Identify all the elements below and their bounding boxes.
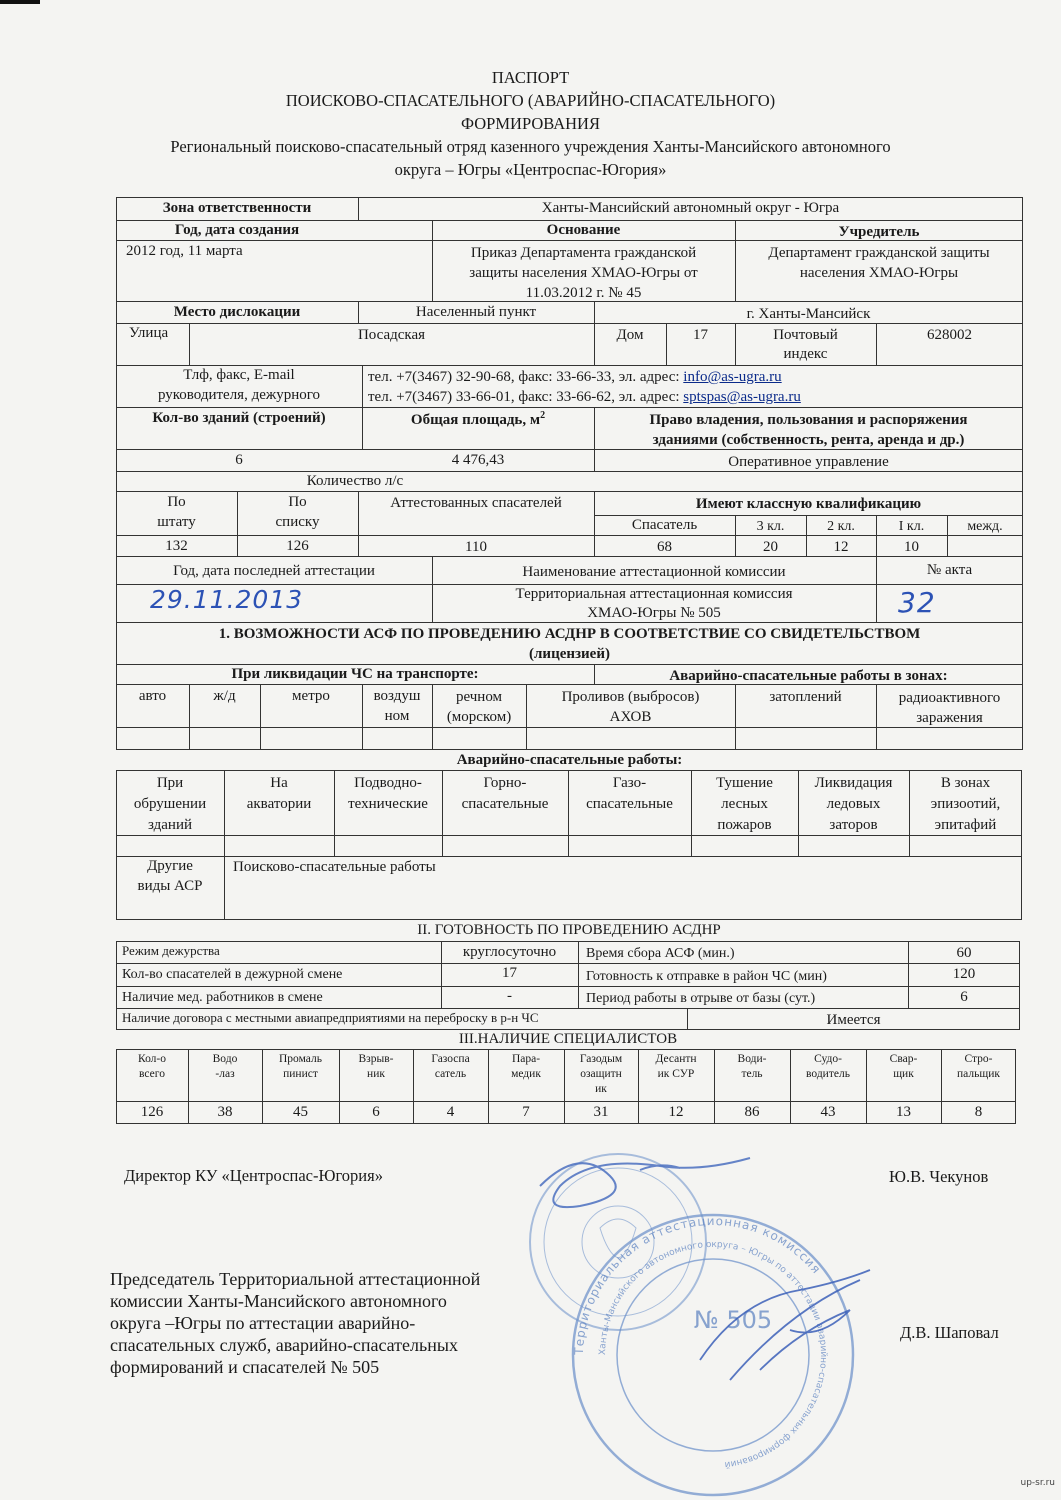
specialist-header-line: Промаль	[279, 1053, 322, 1065]
gather-label: Время сбора АСФ (мин.)	[586, 946, 735, 961]
basis-line2: защиты населения ХМАО-Югры от	[469, 265, 698, 281]
specialist-header-line: Взрыв-	[358, 1053, 394, 1065]
settlement-value: г. Ханты-Мансийск	[746, 306, 871, 322]
specialist-header-line: пинист	[283, 1068, 318, 1080]
section3-title: III.НАЛИЧИЕ СПЕЦИАЛИСТОВ	[458, 1031, 678, 1047]
zone-radio-l2: заражения	[916, 710, 983, 726]
period-label: Период работы в отрыве от базы (сут.)	[586, 991, 816, 1006]
specialist-header-line: Десантн	[655, 1053, 697, 1065]
specialist-header-line: Газоспа	[431, 1053, 470, 1065]
specialist-header-line: ник	[367, 1068, 385, 1080]
commission-round-stamp	[572, 1214, 853, 1495]
works-gas: Газо- спасательные	[586, 775, 673, 812]
specialist-count: 6	[372, 1104, 380, 1120]
zone-value: Ханты-Мансийский автономный округ - Югра	[541, 200, 840, 216]
section2-title: II. ГОТОВНОСТЬ ПО ПРОВЕДЕНИЮ АСДНР	[417, 922, 721, 938]
certified-value: 110	[465, 539, 487, 555]
founder-line2: населения ХМАО-Югры	[799, 265, 959, 281]
class2-value: 12	[833, 539, 849, 555]
works-collapse: При обрушении зданий	[133, 775, 207, 833]
specialist-header-line: Свар-	[889, 1053, 918, 1065]
intl-label: межд.	[967, 519, 1003, 534]
by-list-l2: списку	[275, 514, 320, 530]
specialist-header-line: сатель	[434, 1068, 467, 1080]
location-label: Место дислокации	[173, 304, 301, 320]
chair-name: Д.В. Шаповал	[900, 1323, 999, 1342]
transport-metro: метро	[292, 688, 330, 704]
founder-line1: Департамент гражданской защиты	[768, 245, 990, 261]
specialist-count: 8	[974, 1104, 983, 1120]
section1-title-l1: 1. ВОЗМОЖНОСТИ АСФ ПО ПРОВЕДЕНИЮ АСДНР В СООТВЕТСТВИЕ СО СВИДЕТЕЛЬСТВОМ	[218, 626, 921, 642]
attestation-date-handwritten: 29.11.2013	[150, 585, 304, 614]
stamp-number: № 505	[693, 1306, 773, 1334]
by-list-l1: По	[288, 494, 307, 510]
contacts-phone-1: тел. +7(3467) 32-90-68, факс: 33-66-33, эл. адрес:	[368, 369, 684, 385]
stamp-ring-text-outer: Территориальная аттестационная комиссия	[571, 1213, 824, 1356]
street-value: Посадская	[357, 327, 426, 343]
specialist-header-line: Пара-	[511, 1053, 541, 1065]
specialist-count: 43	[820, 1104, 836, 1120]
rights-label-l2: зданиями (собственность, рента, аренда и др.)	[652, 432, 965, 448]
works-underwater: Подводно- технические	[348, 775, 428, 812]
staff-title: Количество л/с	[306, 473, 404, 489]
act-label: № акта	[926, 562, 973, 578]
transport-air-l1: воздуш	[373, 688, 421, 704]
specialist-header-line: Газодым	[579, 1053, 623, 1065]
basis-line1: Приказ Департамента гражданской	[470, 245, 697, 261]
specialist-count: 4	[446, 1104, 455, 1120]
specialist-header-line: медик	[511, 1068, 541, 1080]
specialist-header-line: озащитн	[580, 1068, 622, 1080]
org-name-line1: Региональный поисково-спасательный отряд казенного учреждения Ханты-Мансийского автономного	[170, 137, 891, 156]
commission-l1: Территориальная аттестационная комиссия	[515, 586, 793, 602]
works-epizootic: В зонах эпизоотий, эпитафий	[930, 775, 1001, 833]
section1-title-l2: (лицензией)	[529, 646, 610, 662]
specialist-count: 38	[217, 1104, 233, 1120]
founder-label: Учредитель	[838, 224, 920, 240]
stamp-ring-text-inner: Ханты-Мансийского автономного округа – Югры по аттестации аварийно-спасательных формирований	[597, 1239, 829, 1470]
watermark: up-sr.ru	[1020, 1478, 1055, 1488]
director-name: Ю.В. Чекунов	[889, 1167, 989, 1186]
specialist-header-line: Кол-о	[137, 1053, 166, 1065]
commission-l2: ХМАО-Югры № 505	[587, 605, 721, 621]
class1-label: I кл.	[898, 519, 925, 534]
buildings-count-value: 6	[235, 452, 243, 468]
duty-label: Режим дежурства	[122, 943, 220, 958]
specialist-header-line: Судо-	[814, 1053, 842, 1065]
rights-value: Оперативное управление	[728, 454, 889, 470]
certified-label: Аттестованных спасателей	[390, 495, 562, 511]
transport-air-l2: ном	[384, 708, 410, 724]
specialist-count: 126	[140, 1104, 164, 1120]
specialist-header-line: Води-	[737, 1053, 767, 1065]
org-name-line2: округа – Югры «Центроспас-Югория»	[394, 160, 667, 179]
specialist-header-line: ик	[595, 1083, 607, 1095]
works-label: Аварийно-спасательные работы:	[456, 752, 683, 768]
commission-label: Наименование аттестационной комиссии	[522, 564, 786, 580]
works-mining: Горно- спасательные	[461, 775, 549, 812]
postal-label-l1: Почтовый	[773, 327, 838, 343]
transport-river-l2: (морском)	[446, 709, 512, 725]
specialist-header-line: Стро-	[964, 1053, 993, 1065]
class3-label: 3 кл.	[756, 519, 785, 534]
specialist-count: 86	[744, 1104, 760, 1120]
basis-line3: 11.03.2012 г. № 45	[525, 285, 642, 301]
specialist-count: 45	[293, 1104, 308, 1120]
transport-auto: авто	[138, 688, 167, 704]
period-value: 6	[960, 989, 968, 1005]
by-staff-l1: По	[167, 494, 186, 510]
specialist-count: 12	[668, 1104, 684, 1120]
postal-label-l2: индекс	[783, 346, 828, 362]
act-number-handwritten: 32	[898, 586, 936, 619]
zone-spill-l1: Проливов (выбросов)	[561, 689, 700, 705]
buildings-count-label: Кол-во зданий (строений)	[152, 410, 326, 426]
ready-label: Готовность к отправке в район ЧС (мин)	[586, 969, 827, 984]
class1-value: 10	[904, 539, 919, 555]
email-link-1[interactable]: info@as-ugra.ru	[683, 369, 782, 385]
specialist-header-line: пальщик	[957, 1068, 1000, 1080]
contacts-phone-2: тел. +7(3467) 33-66-01, факс: 33-66-62, эл. адрес:	[368, 389, 684, 405]
other-works-l2: виды АСР	[137, 878, 203, 894]
contract-value: Имеется	[826, 1012, 881, 1028]
contacts-label-l1: Тлф, факс, E-mail	[183, 367, 295, 383]
class2-label: 2 кл.	[827, 519, 855, 534]
area-label: Общая площадь, $м^2$	[410, 410, 546, 428]
specialist-header-line: всего	[139, 1068, 165, 1080]
by-list-value: 126	[286, 538, 309, 554]
doc-subtitle: ПОИСКОВО-СПАСАТЕЛЬНОГО (АВАРИЙНО-СПАСАТЕЛЬНОГО)	[285, 91, 776, 110]
gather-value: 60	[956, 945, 972, 961]
by-staff-value: 132	[165, 538, 188, 554]
specialist-header-line: щик	[893, 1068, 914, 1080]
specialist-header-line: водитель	[806, 1068, 850, 1080]
zone-spill-l2: АХОВ	[609, 709, 652, 725]
chair-title: Председатель Территориальной аттестационной комиссии Ханты-Мансийского автономного округа –Югры по аттестации аварийно- спасательных служб, аварийно-спасательных формирований и спасателей № 505	[110, 1269, 481, 1377]
class3-value: 20	[763, 539, 778, 555]
house-value: 17	[693, 327, 708, 343]
duty-value: круглосуточно	[462, 944, 557, 960]
works-water: На акватории	[246, 775, 312, 812]
zone-flood: затоплений	[769, 689, 842, 705]
attestation-date-label: Год, дата последней аттестации	[173, 563, 375, 579]
shift-value: 17	[502, 965, 517, 981]
other-works-l1: Другие	[147, 858, 193, 874]
zone-label: Зона ответственности	[162, 200, 312, 216]
postal-value: 628002	[927, 327, 972, 343]
specialist-header-line: Водо	[212, 1053, 238, 1065]
creation-date-label: Год, дата создания	[174, 222, 300, 238]
director-signature	[540, 1158, 750, 1207]
zone-radio-l1: радиоактивного	[898, 690, 1001, 706]
creation-date-value: 2012 год, 11 марта	[126, 243, 243, 259]
rescuer-label: Спасатель	[631, 517, 698, 533]
by-staff-l2: штату	[157, 514, 196, 530]
specialist-header-line: ик СУР	[657, 1068, 695, 1080]
area-value: 4 476,43	[451, 452, 505, 468]
contract-label: Наличие договора с местными авиапредприятиями на переброску в р-н ЧС	[122, 1010, 539, 1025]
house-label: Дом	[616, 327, 644, 343]
ready-value: 120	[952, 966, 976, 982]
doc-title: ПАСПОРТ	[491, 68, 570, 87]
specialist-count: 7	[522, 1104, 530, 1120]
specialist-count: 31	[593, 1104, 609, 1120]
rights-label-l1: Право владения, пользования и распоряжения	[649, 412, 968, 428]
other-works-value: Поисково-спасательные работы	[233, 859, 436, 875]
email-link-2[interactable]: sptspas@as-ugra.ru	[683, 389, 801, 405]
works-forest-fire: Тушение лесных пожаров	[716, 775, 773, 833]
specialist-count: 13	[896, 1104, 911, 1120]
street-label: Улица	[129, 325, 169, 341]
rescuer-value: 68	[657, 539, 672, 555]
transport-label: При ликвидации ЧС на транспорте:	[231, 666, 479, 682]
contacts-label-l2: руководителя, дежурного	[157, 387, 321, 403]
director-label: Директор КУ «Центроспас-Югория»	[124, 1166, 383, 1185]
works-ice: Ликвидация ледовых заторов	[814, 775, 893, 833]
specialist-header-line: тель	[741, 1068, 763, 1080]
basis-label: Основание	[546, 222, 621, 238]
zones-label: Аварийно-спасательные работы в зонах:	[669, 668, 948, 684]
qualification-label: Имеют классную квалификацию	[695, 496, 922, 512]
shift-label: Кол-во спасателей в дежурной смене	[122, 967, 343, 982]
transport-river-l1: речном	[455, 689, 503, 705]
settlement-label: Населенный пункт	[415, 304, 537, 320]
doc-subtitle-2: ФОРМИРОВАНИЯ	[461, 114, 600, 133]
med-value: -	[507, 988, 512, 1004]
med-label: Наличие мед. работников в смене	[122, 990, 323, 1005]
specialist-header-line: -лаз	[215, 1068, 235, 1080]
svg-text:Ханты-Мансийского автономного	[598, 1240, 828, 1469]
transport-rail: ж/д	[213, 688, 236, 704]
